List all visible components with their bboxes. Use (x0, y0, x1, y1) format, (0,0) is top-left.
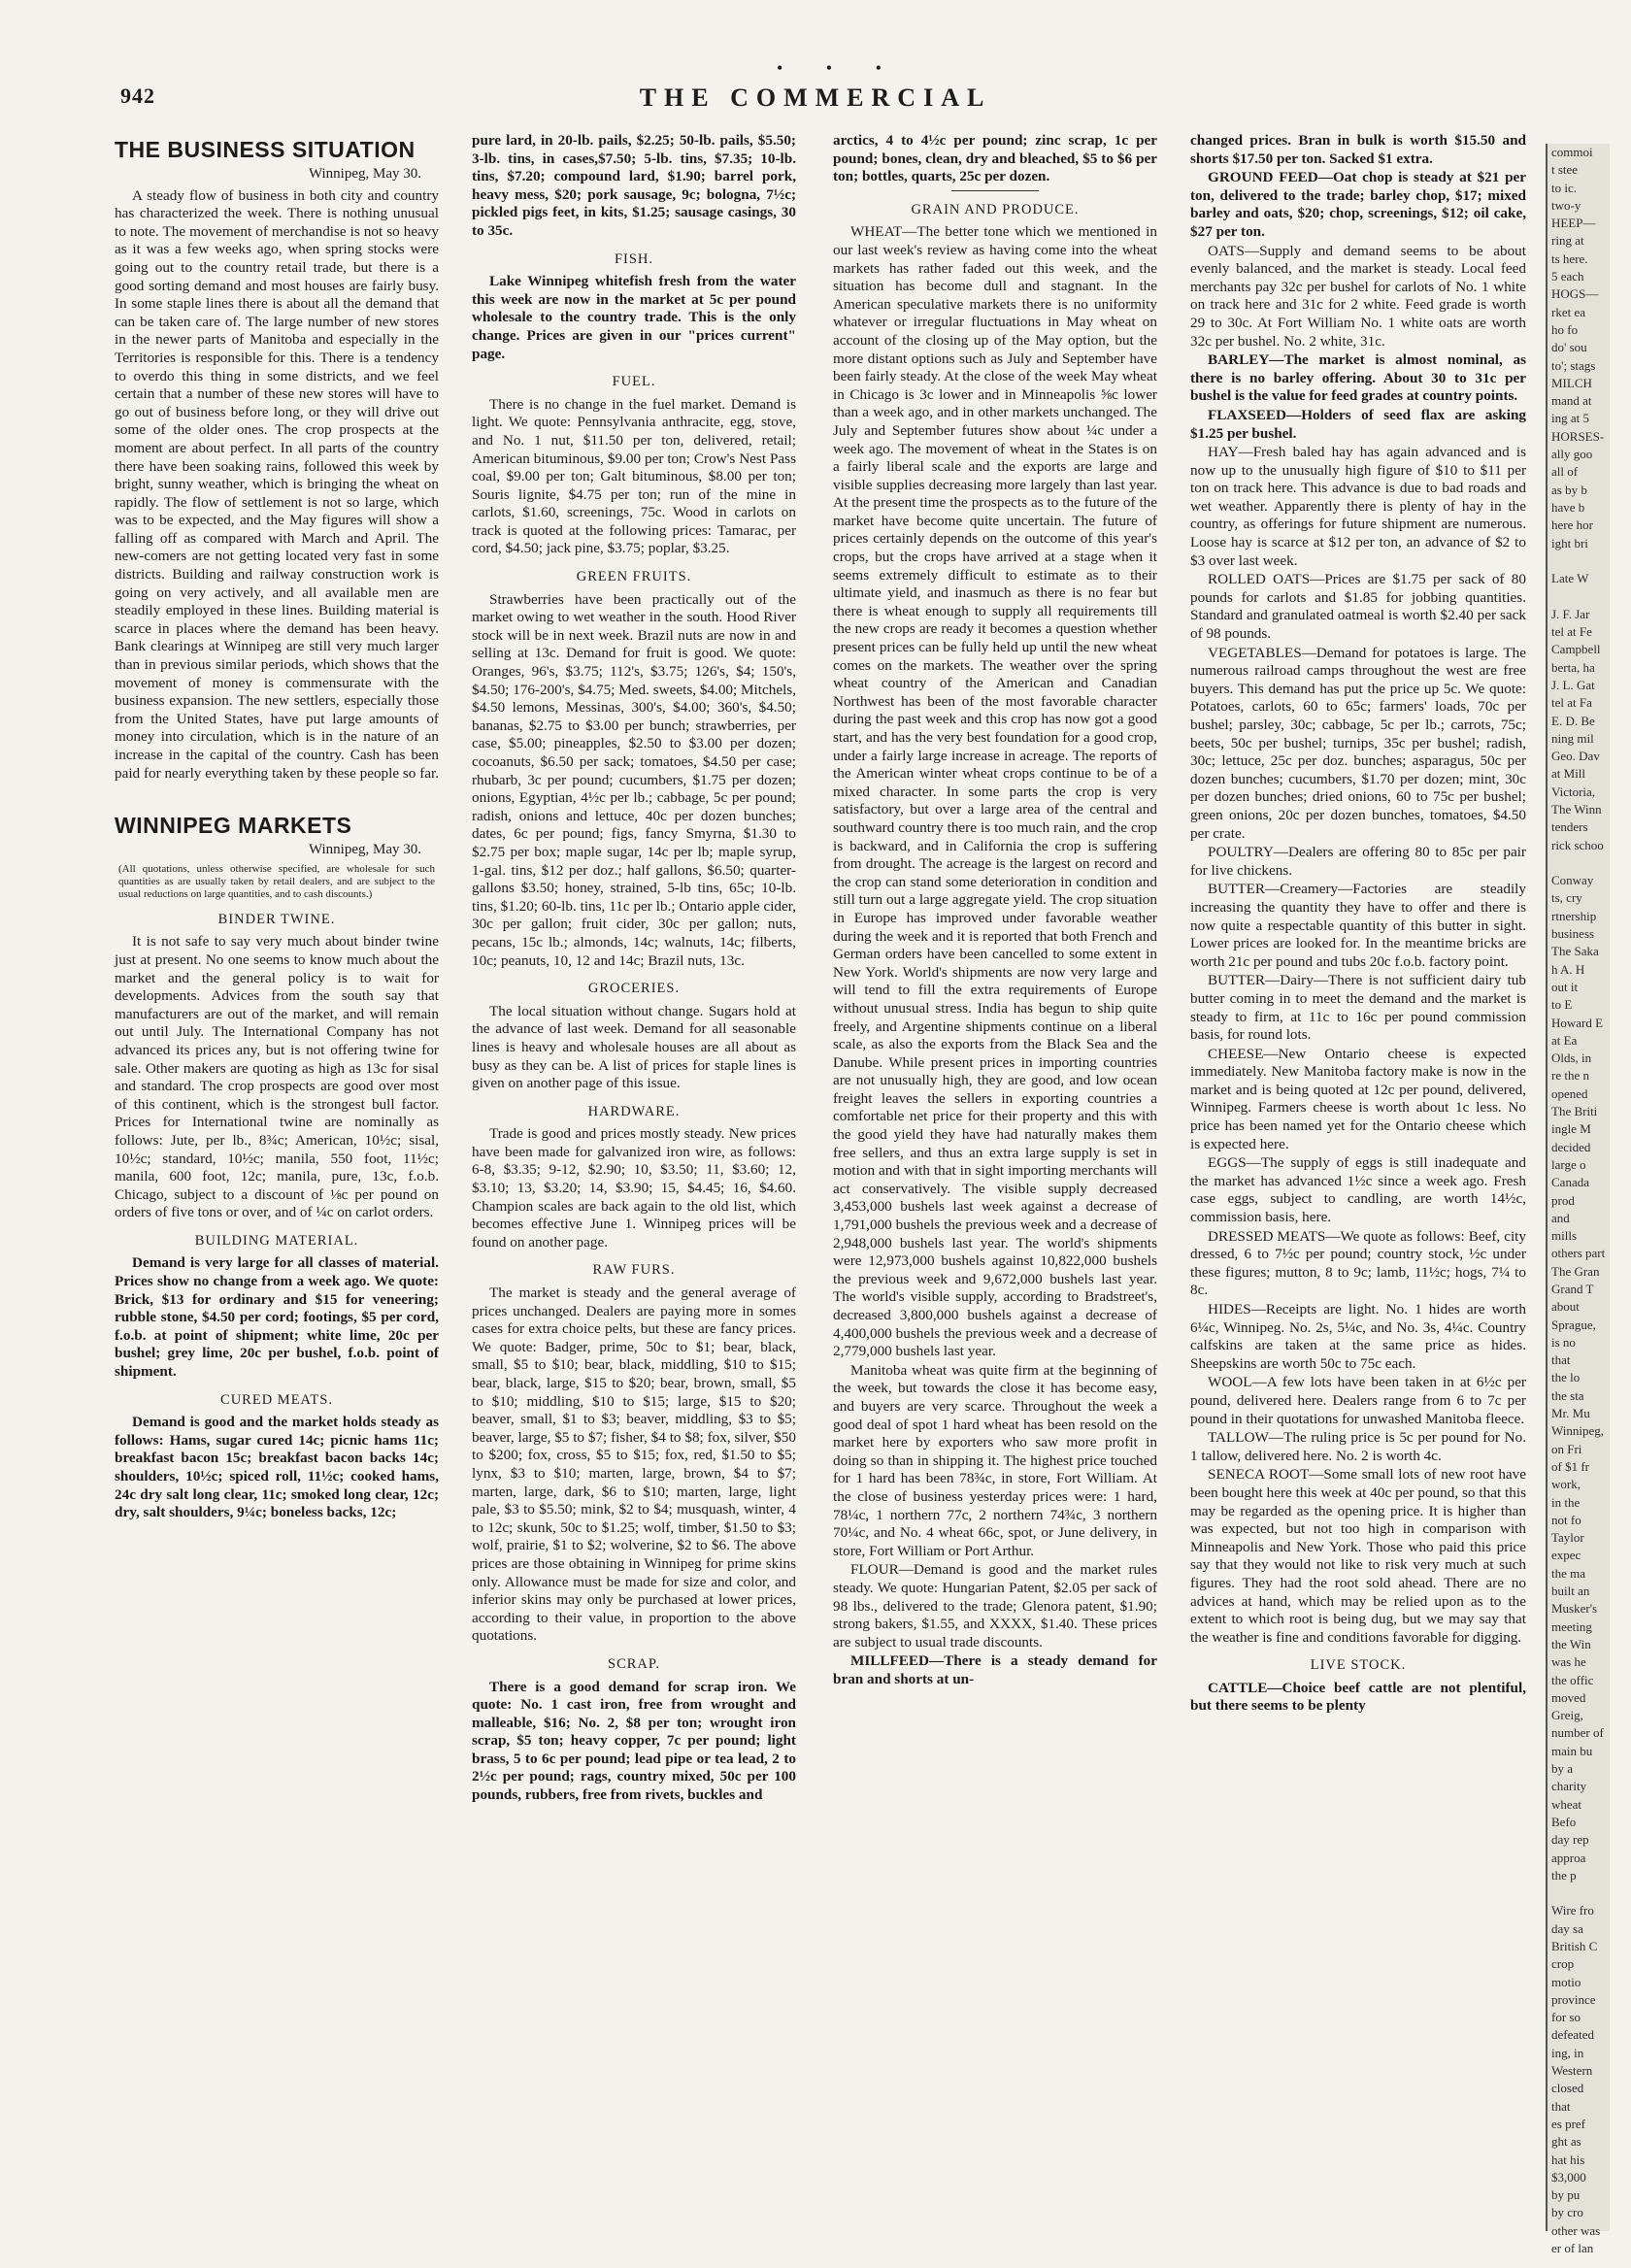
facing-page-fragment: not fo (1551, 1512, 1581, 1527)
wheat-text: WHEAT—The better tone which we mentioned in our last week's review as having come into the wheat markets has rather faded out this week, and the situation has become dull and stagnant. In the American speculative markets there is no uniformity whatever or irregular fluctuations in May wheat on account of the closing up of the May option, but the more distant options such as July and September have been fairly steady. At the close of the week May wheat in Chicago is 3c lower and in Minneapolis ⅝c lower than a week ago, and in other markets unchanged. The July and September futures show about ¼c under a week ago. The movement of wheat in the States is on a fairly liberal scale and the exports are large and visible supplies decreasing more largely than last year. At the present time the prospects as to the future of the market have become quite uncertain. The future of prices certainly depends on the outcome of this year's crops, but the crops have arrived at a stage when it seems extremely difficult to estimate as to their ultimate yield, and inasmuch as there is no fear but there is wheat enough to supply all requirements till the new crops are ready it becomes a question whether present prices can be fully held up until the new wheat comes on the markets. The weather over the spring wheat country of the American and Canadian Northwest has been of the most favorable character during the past week and this crop has now got a good start, and has the very best foundation for a good crop, under a fairly large increase in acreage. The reports of the American winter wheat crops continue to be of a mixed character. In some parts the crop is very satisfactory, but over a large area of the central and southward country there is too much rain, and the crop is backward, and in California the crop is suffering from drought. The acreage is the largest on record and the crop can stand some deterioration in condition and still turn out a large aggregate yield. The crop situation in Europe has improved under favorable weather during the week and it is reported that both French and German orders have been cancelled to some extent in New York. World's shipments are now very large and will tend to fill the extra requirements of Europe without unusual stress. India has begun to ship quite freely, and Argentine shipments continue on a liberal scale, as also the exports from the Black Sea and the Danube. While present prices in importing countries are not unusually high, they are good, and low ocean freight leaves the sellers in exporting countries a comfortable net price for their property and this with the good yield they have had naturally makes them free sellers, and thus an extra large supply is set in motion and with that in sight importing merchants will act conservatively. The visible supply decreased 3,453,000 bushels last week against a decrease of 1,791,000 bushels the previous week and a decrease of 2,948,000 bushels last year. The world's shipments were 12,973,000 bushels against 10,822,000 bushels the previous week and 9,672,000 bushels last year. The world's visible supply, according to Bradstreet's, decreased 3,800,000 bushels against a decrease of 4,400,000 bushels the previous week and a decrease of 2,779,000 bushels last year. (833, 223, 1157, 1360)
hardware-heading: HARDWARE. (587, 1103, 681, 1119)
facing-page-fragment: The Winn (1551, 801, 1602, 817)
facing-page-fragment: rtnership (1551, 908, 1597, 923)
butter-dairy-text: BUTTER—Dairy—There is not sufficient dairy tub butter coming in to meet the demand and the market is steady to firm, at 11c to 16c per pound commission basis, for round lots. (1190, 972, 1526, 1044)
millfeed-continued: changed prices. Bran in bulk is worth $15.50 and shorts $17.50 per ton. Sacked $1 extra. (1190, 132, 1526, 167)
facing-page-fragment: ning mil (1551, 730, 1594, 746)
facing-page-fragment: the offic (1551, 1672, 1594, 1687)
facing-page-fragment: meeting (1551, 1618, 1592, 1634)
groceries-heading: GROCERIES. (587, 981, 681, 997)
flour-text: FLOUR—Demand is good and the market rules steady. We quote: Hungarian Patent, $2.05 per sack of 98 lbs., delivered to the trade; Glenora patent, $1.90; strong bakers, $1.55, and XXXX, $1.40. These prices are subject to usual trade discounts. (833, 1561, 1157, 1651)
facing-page-fragment: work, (1551, 1477, 1581, 1492)
column-3 (833, 132, 1157, 2249)
facing-page-fragment: at Ea (1551, 1032, 1578, 1048)
facing-page-fragment: that (1551, 2098, 1571, 2114)
facing-page-fragment: Greig, (1551, 1708, 1583, 1723)
facing-page-fragment: British C (1551, 1938, 1598, 1953)
groceries-text: The local situation without change. Sugars hold at the advance of last week. Demand for all seasonable lines is heavy and wholesale houses are all about as busy as they can be. A list of prices for staple lines is given on another page of this issue. (472, 1002, 796, 1092)
facing-page-fragment: t stee (1551, 162, 1579, 178)
facing-page-fragment: Mr. Mu (1551, 1406, 1590, 1421)
manitoba-wheat-text: Manitoba wheat was quite firm at the beginning of the week, but towards the close it has become easy, and buyers are very scarce. Throughout the week a good deal of spot 1 hard wheat has been resold on the market here by exporters who saw more profit in doing so than in shipping it. The highest price touched for 1 hard has been 78¾c, in store, Fort William. At the close of business yesterday prices were: 1 hard, 78¼c, 1 northern 77c, 2 northern 74¾c, 3 northern 70¼c, and No. 4 wheat 66c, spot, or June delivery, in store, Fort William or Port Arthur. (833, 1361, 1157, 1559)
facing-page-fragment: berta, ha (1551, 659, 1595, 675)
winnipeg-markets-title: WINNIPEG MARKETS (115, 813, 352, 839)
facing-page-fragment (1548, 587, 1610, 605)
facing-page-fragment: Musker's (1551, 1601, 1598, 1617)
facing-page-fragment: Conway (1551, 873, 1594, 888)
page-number: 942 (120, 83, 155, 108)
facing-page-fragment: Grand T (1551, 1282, 1594, 1296)
butter-creamery-text: BUTTER—Creamery—Factories are steadily increasing the quantity they have to offer and there is now quite a respectable quantity of this butter in sight. Lower prices are looked for. In the meantime bricks are worth 21c per pound and tubs 20c f.o.b. factory point. (1190, 881, 1526, 970)
facing-page-fragment: Howard E (1551, 1015, 1604, 1030)
facing-page-fragment: tenders (1551, 819, 1588, 835)
facing-page-fragment: closed (1551, 2081, 1584, 2096)
facing-page-fragment: for so (1551, 2010, 1581, 2025)
facing-page-fragment: ally goo (1551, 447, 1593, 462)
facing-page-fragment: tel at Fe (1551, 624, 1592, 640)
facing-page-fragment: re the n (1551, 1068, 1589, 1084)
facing-page-fragment: business (1551, 926, 1595, 942)
facing-page-fragment (1548, 552, 1610, 570)
eggs-text: EGGS—The supply of eggs is still inadequate and the market has advanced 1½c since a week ago. Fresh case eggs, subject to candling, are worth 14½c, commission basis, here. (1190, 1154, 1526, 1226)
column-4 (1190, 132, 1526, 2249)
quotations-note: (All quotations, unless otherwise specified, are wholesale for such quantities as are usually taken by retail dealers, and are subject to the usual reductions on large quantities, and to cash discounts.) (118, 862, 435, 900)
cured-meats-continued: pure lard, in 20-lb. pails, $2.25; 50-lb. pails, $5.50; 3-lb. tins, in cases,$7.50; 5-lb. tins, $7.35; 10-lb. tins, $7.20; compound lard, $1.90; barrel pork, heavy mess, $20; pork sausage, 9c; bologna, 7½c; pickled pigs feet, in kits, $1.25; sausage casings, 30 to 35c. (472, 132, 796, 239)
facing-page-fragment: on Fri (1551, 1441, 1582, 1456)
facing-page-fragment: mills (1551, 1228, 1578, 1244)
scrap-heading: SCRAP. (608, 1655, 660, 1672)
facing-page-fragment: province (1551, 1991, 1596, 2007)
facing-page-fragment: to'; stags (1551, 357, 1596, 373)
facing-page-fragment: charity (1551, 1779, 1587, 1794)
facing-page-fragment: approa (1551, 1850, 1586, 1865)
rolled-oats-text: ROLLED OATS—Prices are $1.75 per sack of 80 pounds for carlots and $1.85 for jobbing quantities. Standard and granulated oatmeal is worth $2.40 per sack of 98 pounds. (1190, 571, 1526, 643)
fuel-heading: FUEL. (612, 374, 656, 390)
facing-page-fragment: defeated (1551, 2027, 1595, 2043)
facing-page-fragment: hat his (1551, 2151, 1585, 2167)
facing-page-fragment: about (1551, 1299, 1580, 1315)
facing-page-fragment: The Briti (1551, 1104, 1598, 1119)
facing-page-fragment: day sa (1551, 1920, 1583, 1936)
facing-page-fragment: moved (1551, 1689, 1586, 1705)
binder-twine-text: It is not safe to say very much about binder twine just at present. No one seems to know much about the market and the general policy is to wait for developments. Advices from the south say that manufacturers are out of the market, and will remain out until July. The International Company has not advanced its prices any, but is not offering twine for sale. Other makers are quoting as high as 13c for sisal and standard. The crop prospects are good over most of this continent, which is the strongest bull factor. Prices for International twine are nominally as follows: Jute, per lb., 8¾c; American, 10½c; sisal, 10½c; standard, 10½c; manila, 550 foot, 11½c; manila, 600 foot, 12c; manila, pure, 13c, f.o.b. Chicago, subject to a discount of ⅛c per pound on orders of five tons or over, and of ¼c on carlot orders. (115, 933, 439, 1221)
facing-page-fragment: here hor (1551, 517, 1593, 533)
business-situation-dateline: Winnipeg, May 30. (308, 166, 421, 182)
facing-page-fragment: Wire fro (1551, 1903, 1594, 1918)
facing-page-fragment: that (1551, 1352, 1571, 1368)
facing-page-fragment: ing, in (1551, 2045, 1584, 2060)
facing-page-fragment: to ic. (1551, 180, 1577, 195)
green-fruits-text: Strawberries have been practically out of the market owing to wet weather in the south. Hood River stock will be in next week. Brazil nuts are now in and selling at 13c. Demand for fruit is good. We quote: Oranges, 96's, $3.75; 112's, $3.75; 126's, $4; 150's, $4.50; 176-200's, $4.75; Med. sweets, $4.00; Mitchels, $4.50 lemons, Messinas, 300's, $4.00; 360's, $4.50; bananas, $2.75 to $3.00 per bunch; strawberries, per case, $5.00; pineapples, $2.50 to $3.00 per dozen; cocoanuts, $6.50 per sack; tomatoes, $4.50 per case; rhubarb, 3c per pound; cucumbers, $1.75 per dozen; onions, Egyptian, 4½c per lb.; cabbage, 5c per pound; radish, onions and lettuce, 40c per dozen bunches; dates, 6c per pound; figs, fancy Smyrna, $1.30 to $2.75 per box; maple sugar, 14c per lb; maple syrup, 1-gal. tins, $12 per doz.; half gallons, $6.50; quarter-gallons $3.50; honey, strained, 5-lb tins, 65c; 10-lb. tins, $1.20; 60-lb. tins, 11c per lb.; Ontario apple cider, 30c per gallon; fruit cider, 30c per gallon; nuts, pecans, 15c lb.; almonds, 14c; walnuts, 14c; filberts, 10c; peanuts, 10, 12 and 14c; Brazil nuts, 13c. (472, 590, 796, 969)
fuel-text: There is no change in the fuel market. Demand is light. We quote: Pennsylvania anthracite, egg, stove, and No. 1 nut, $11.50 per ton, delivered, retail; American bituminous, $9.00 per ton; Crow's Nest Pass coal, $9.00 per ton; Galt bituminous, $8.00 per ton; Souris lignite, $4.75 per ton; run of the mine in carlots, $1.60, screenings, 75c. Wood in carlots on track is quoted at the following prices: Tamarac, per cord, $4.50; jack pine, $3.75; poplar, $3.25. (472, 395, 796, 557)
cheese-text: CHEESE—New Ontario cheese is expected immediately. New Manitoba factory make is now in the market and is being quoted at 12c per pound, delivered, Winnipeg. Farmers cheese is worth about 1c less. No price has been named yet for the Ontario cheese which is expected here. (1190, 1045, 1526, 1152)
building-material-heading: BUILDING MATERIAL. (194, 1232, 359, 1249)
facing-page-fragment: at Mill (1551, 766, 1586, 782)
facing-page-fragment: by cro (1551, 2205, 1583, 2220)
facing-page-fragment: Campbell (1551, 642, 1601, 657)
facing-page-fragment: in the (1551, 1494, 1581, 1510)
facing-page-fragment: ingle M (1551, 1121, 1591, 1137)
facing-page-fragment: motio (1551, 1974, 1581, 1989)
facing-page-fragment: Taylor (1551, 1530, 1584, 1546)
facing-page-fragment: decided (1551, 1139, 1591, 1154)
business-situation-text: A steady flow of business in both city and country has characterized the week. There is nothing unusual to note. The movement of merchandise is not so heavy as it was a few weeks ago, when spring stocks were going out to the country retail trade, but there is a good sorting demand and most houses are fairly busy. In some staple lines there is about all the demand that can be taken care of. The large number of new stores in the newer parts of Manitoba and especially in the Territories is responsible for this. There is a tendency to overdo this thing in some districts, and we feel certain that a number of these new stores will have to go out of business before long, or they will drive out some of the older ones. The crop prospects at the moment are about perfect. In all parts of the country there have been soaking rains, followed this week by bright, sunny weather, which is bringing the wheat on rapidly. The flow of settlement is not so large, which was to be expected, and the May figures will show a falling off as compared with March and April. The new-comers are not getting located very fast in some districts. Building and railway construction work is going on very actively, and all available men are steadily employed in these lines. Building material is scarce in places where the demand has been heavy. Bank clearings at Winnipeg are still very much larger than in previous similar periods, which shows that the movement of money is commensurate with the business expansion. The new settlers, especially those from the United States, have put large amounts of money into circulation, which is in the nature of an increase in the capital of the country. Cash has been paid for nearly everything taken by these people so far. (115, 186, 440, 782)
dressed-meats-text: DRESSED MEATS—We quote as follows: Beef, city dressed, 6 to 7½c per pound; country stock, ½c under these figures; mutton, 8 to 9c; lamb, 11½c; hogs, 7¼ to 8c. (1190, 1227, 1526, 1299)
facing-page-fragment (1548, 1884, 1610, 1902)
facing-page-fragment: $3,000 (1551, 2169, 1586, 2185)
facing-page-fragment: HORSES- (1551, 428, 1605, 444)
facing-page-fragment: other was (1551, 2222, 1601, 2238)
barley-text: BARLEY—The market is almost nominal, as there is no barley offering. About 30 to 31c per bushel is the value for feed grades at country points. (1190, 351, 1526, 405)
green-fruits-heading: GREEN FRUITS. (576, 569, 692, 585)
masthead: THE COMMERCIAL (639, 83, 992, 112)
cured-meats-text: Demand is good and the market holds steady as follows: Hams, sugar cured 14c; picnic hams 11c; breakfast bacon 15c; breakfast bacon backs 14c; shoulders, 10½c; spiced roll, 11½c; cooked hams, 24c dry salt long clear, 11c; smoked long clear, 12c; dry, salt shoulders, 9¼c; boneless backs, 12c; (115, 1414, 439, 1521)
facing-page-fragment: ing at 5 (1551, 411, 1589, 426)
building-material-text: Demand is very large for all classes of material. Prices show no change from a week ago. We quote: Brick, $13 for ordinary and $15 for veneering; rubble stone, $4.50 per cord; footings, $5 per cord, f.o.b. at point of shipment; white lime, 20c per bushel; grey lime, 20c per bushel, f.o.b. point of shipment. (115, 1254, 439, 1381)
facing-page-fragment: prod (1551, 1192, 1575, 1208)
facing-page-fragment: er of lan (1551, 2241, 1594, 2256)
facing-page-fragment: the sta (1551, 1387, 1584, 1403)
facing-page-fragment: by pu (1551, 2187, 1581, 2203)
facing-page-fragment: others part (1551, 1246, 1606, 1261)
raw-furs-heading: RAW FURS. (592, 1262, 676, 1279)
hay-text: HAY—Fresh baled hay has again advanced and is now up to the unusually high figure of $10 to $11 per ton on track here. This advance is due to bad roads and wet weather. Apparently there is plenty of hay in the country, as offerings for future shipment are numerous. Loose hay is scarce at $12 per ton, an advance of $2 to $3 over last week. (1190, 444, 1526, 569)
facing-page-fragment: The Saka (1551, 944, 1599, 959)
facing-page-fragment: ho fo (1551, 321, 1579, 337)
facing-page-fragment: rick schoo (1551, 837, 1604, 852)
flaxseed-text: FLAXSEED—Holders of seed flax are asking $1.25 per bushel. (1190, 406, 1526, 442)
facing-page-fragment: the Win (1551, 1636, 1591, 1651)
facing-page-fragment: crop (1551, 1956, 1575, 1972)
facing-page-fragment: J. F. Jar (1551, 606, 1590, 621)
facing-page-fragment: commoi (1551, 145, 1593, 159)
fish-text: Lake Winnipeg whitefish fresh from the water this week are now in the market at 5c per pound wholesale to the country trade. This is the only change. Prices are given in our "prices current" page. (472, 273, 796, 362)
facing-page-fragment: by a (1551, 1761, 1574, 1777)
facing-page-fragment: large o (1551, 1156, 1586, 1172)
facing-page-fragment: h A. H (1551, 961, 1585, 977)
cattle-text: CATTLE—Choice beef cattle are not plentiful, but there seems to be plenty (1190, 1679, 1526, 1715)
scrap-continued: arctics, 4 to 4½c per pound; zinc scrap, 1c per pound; bones, clean, dry and bleached, $5 to $6 per ton; bottles, quarts, 25c per dozen. (833, 132, 1157, 185)
facing-page-fragment: Winnipeg, (1551, 1423, 1604, 1439)
facing-page-fragment: The Gran (1551, 1263, 1600, 1279)
column-1 (115, 132, 439, 2249)
live-stock-heading: LIVE STOCK. (1310, 1657, 1407, 1674)
facing-page-fragment: was he (1551, 1654, 1586, 1670)
facing-page-fragment: Geo. Dav (1551, 749, 1600, 764)
facing-page-fragment: all of (1551, 464, 1579, 480)
facing-page-fragment: Befo (1551, 1814, 1577, 1829)
facing-page-fragment: do' sou (1551, 340, 1587, 355)
wool-text: WOOL—A few lots have been taken in at 6½c per pound, delivered here. Dealers range from 6 to 7c per pound in their quotations for unwashed Manitoba fleece. (1190, 1374, 1526, 1427)
facing-page-fragment: Victoria, (1551, 784, 1596, 799)
facing-page-fragment: is no (1551, 1334, 1576, 1350)
oats-text: OATS—Supply and demand seems to be about evenly balanced, and the market is steady. Local feed merchants pay 32c per bushel for carlots of No. 1 white on track here and 31c for 2 white. Feed grade is worth 29 to 30c. At Fort William No. 1 white oats are worth 32c per bushel. No. 2 white, 31c. (1190, 242, 1526, 350)
raw-furs-text: The market is steady and the general average of prices unchanged. Dealers are paying more in somes cases for extra choice pelts, but these are fancy prices. We quote: Badger, prime, 50c to $1; bear, black, small, $5 to $10; bear, black, middling, $10 to $15; bear, black, large, $15 to $20; bear, brown, small, $5 to $10; middling, $10 to $15; large, $15 to $20; beaver, small, $1 to $3; beaver, middling, $3 to $5; beaver, large, $5 to $7; fisher, $4 to $8; fox, silver, $50 to $200; fox, cross, $5 to $15; fox, red, $1.50 to $5; lynx, $3 to $10; marten, large, brown, $4 to $7; marten, large, dark, $6 to $10; marten, large, light pale, $3 to $5.50; mink, $2 to $4; musquash, winter, 4 to 12c; skunk, 50c to $1.25; wolf, timber, $1.50 to $3; wolf, prairie, $1 to $2; wolverine, $2 to $6. The above prices are those obtaining in Winnipeg for prime skins only. Allowance must be made for size and color, and inferior skins may only be purchased at lower prices, according to their value, in proportion to the above quotations. (472, 1284, 796, 1645)
facing-page-fragment: wheat (1551, 1796, 1582, 1812)
winnipeg-markets-dateline: Winnipeg, May 30. (308, 842, 421, 858)
facing-page-fragment: HOGS— (1551, 286, 1599, 302)
facing-page-fragment: HEEP— (1551, 216, 1596, 231)
facing-page-fragment: expec (1551, 1548, 1581, 1563)
hardware-text: Trade is good and prices mostly steady. New prices have been made for galvanized iron wire, as follows: 6-8, $3.35; 9-12, $2.90; 10, $3.50; 11, $3.60; 12, $3.10; 13, $3.20; 14, $3.90; 15, $4.45; 16, $4.60. Champion scales are back again to the old list, which becomes effective June 1. Winnipeg prices will be found on another page. (472, 1125, 796, 1251)
scrap-text: There is a good demand for scrap iron. We quote: No. 1 cast iron, free from wrought and malleable, $16; No. 2, $8 per ton; wrought iron scrap, $5 ton; heavy copper, 7c per pound; light brass, 5 to 6c per pound; lead pipe or tea lead, 2 to 2½c per pound; rags, country mixed, 50c per 100 pounds, rubbers, free from rivets, buckles and (472, 1678, 796, 1804)
fish-heading: FISH. (614, 250, 654, 267)
facing-page-fragment: the ma (1551, 1565, 1586, 1581)
facing-page-edge (1546, 144, 1610, 2256)
facing-page-fragment: have b (1551, 499, 1585, 515)
facing-page-fragment: of $1 fr (1551, 1458, 1589, 1474)
facing-page-fragment: tel at Fa (1551, 695, 1592, 711)
vegetables-text: VEGETABLES—Demand for potatoes is large. The numerous railroad camps throughout the west are free buyers. This demand has put the price up 5c. We quote: Potatoes, carlots, 60 to 65c; farmers' loads, 70c per bushel; parsley, 30c; cabbage, 5c per lb.; carrots, 75c; beets, 50c per bushel; turnips, 35c per bushel; radish, 30c; lettuce, 25c per doz. bunches; asparagus, 50c per dozen bunches; cucumbers, $1.70 per dozen; mint, 30c per dozen bunches; dried onions, 60 to 75c per bushel; green onions, 20c per dozen bunches, tomatoes, $4.50 per crate. (1190, 644, 1526, 842)
cured-meats-heading: CURED MEATS. (220, 1391, 333, 1408)
facing-page-fragment: J. L. Gat (1551, 677, 1595, 692)
hides-text: HIDES—Receipts are light. No. 1 hides are worth 6¼c, Winnipeg. No. 2s, 5¼c, and No. 3s, 4¼c. Country calfskins are taken at the same price as hides. Sheepskins are worth 50c to 75c each. (1190, 1301, 1526, 1372)
facing-page-fragment: MILCH (1551, 375, 1592, 390)
facing-page-fragment: Sprague, (1551, 1317, 1596, 1332)
tallow-text: TALLOW—The ruling price is 5c per pound for No. 1 tallow, delivered here. No. 2 is worth 4c. (1190, 1429, 1526, 1464)
seneca-root-text: SENECA ROOT—Some small lots of new root have been bought here this week at 40c per pound, so that this may be regarded as the opening price. It is higher than was expected, but not too high in comparison with Minneapolis and New York. Those who paid this price say that they would not like to risk very much at such figures. They had the root sold ahead. There are no advices at hand, which may be relied upon as to the extent to which root is being dug, but we may say that the weather is fine and conditions favorable for digging. (1190, 1466, 1526, 1646)
facing-page-fragment: built an (1551, 1584, 1590, 1599)
facing-page-fragment: day rep (1551, 1832, 1589, 1848)
ground-feed-text: GROUND FEED—Oat chop is steady at $21 per ton, delivered to the trade; barley chop, $17; mixed barley and oats, $20; chop, screenings, $12; oil cake, $27 per ton. (1190, 169, 1526, 240)
poultry-text: POULTRY—Dealers are offering 80 to 85c per pair for live chickens. (1190, 844, 1526, 879)
facing-page-fragment: main bu (1551, 1743, 1593, 1758)
facing-page-fragment: ts here. (1551, 250, 1588, 266)
facing-page-fragment: Western (1551, 2063, 1593, 2079)
facing-page-fragment: es pref (1551, 2116, 1586, 2131)
facing-page-fragment: rket ea (1551, 304, 1586, 319)
facing-page-fragment: mand at (1551, 393, 1592, 409)
facing-page-fragment: Canada (1551, 1175, 1589, 1190)
section-divider (951, 190, 1039, 191)
facing-page-fragment: number of (1551, 1725, 1604, 1741)
business-situation-title: THE BUSINESS SITUATION (115, 137, 416, 162)
facing-page-fragment: and (1551, 1210, 1570, 1225)
facing-page-fragment: Olds, in (1551, 1051, 1592, 1066)
millfeed-text: MILLFEED—There is a steady demand for bran and shorts at un- (833, 1652, 1157, 1687)
grain-produce-heading: GRAIN AND PRODUCE. (911, 201, 1080, 217)
facing-page-fragment: out it (1551, 979, 1579, 994)
facing-page-fragment: the p (1551, 1867, 1577, 1883)
facing-page-fragment: 5 each (1551, 269, 1584, 284)
print-marks: • • • (777, 58, 901, 78)
facing-page-fragment: two-y (1551, 197, 1581, 213)
binder-twine-heading: BINDER TWINE. (217, 911, 336, 927)
facing-page-fragment: ts, cry (1551, 890, 1582, 906)
facing-page-fragment: E. D. Be (1551, 713, 1595, 728)
facing-page-fragment: the lo (1551, 1370, 1581, 1385)
facing-page-fragment: to E (1551, 997, 1573, 1013)
facing-page-fragment: Late W (1551, 571, 1589, 586)
facing-page-fragment: opened (1551, 1085, 1588, 1101)
facing-page-fragment: ght as (1551, 2134, 1581, 2150)
column-2 (472, 132, 796, 2249)
facing-page-fragment: as by b (1551, 482, 1587, 497)
facing-page-fragment: ring at (1551, 233, 1584, 249)
facing-page-fragment (1548, 854, 1610, 872)
facing-page-fragment: ight bri (1551, 535, 1588, 550)
